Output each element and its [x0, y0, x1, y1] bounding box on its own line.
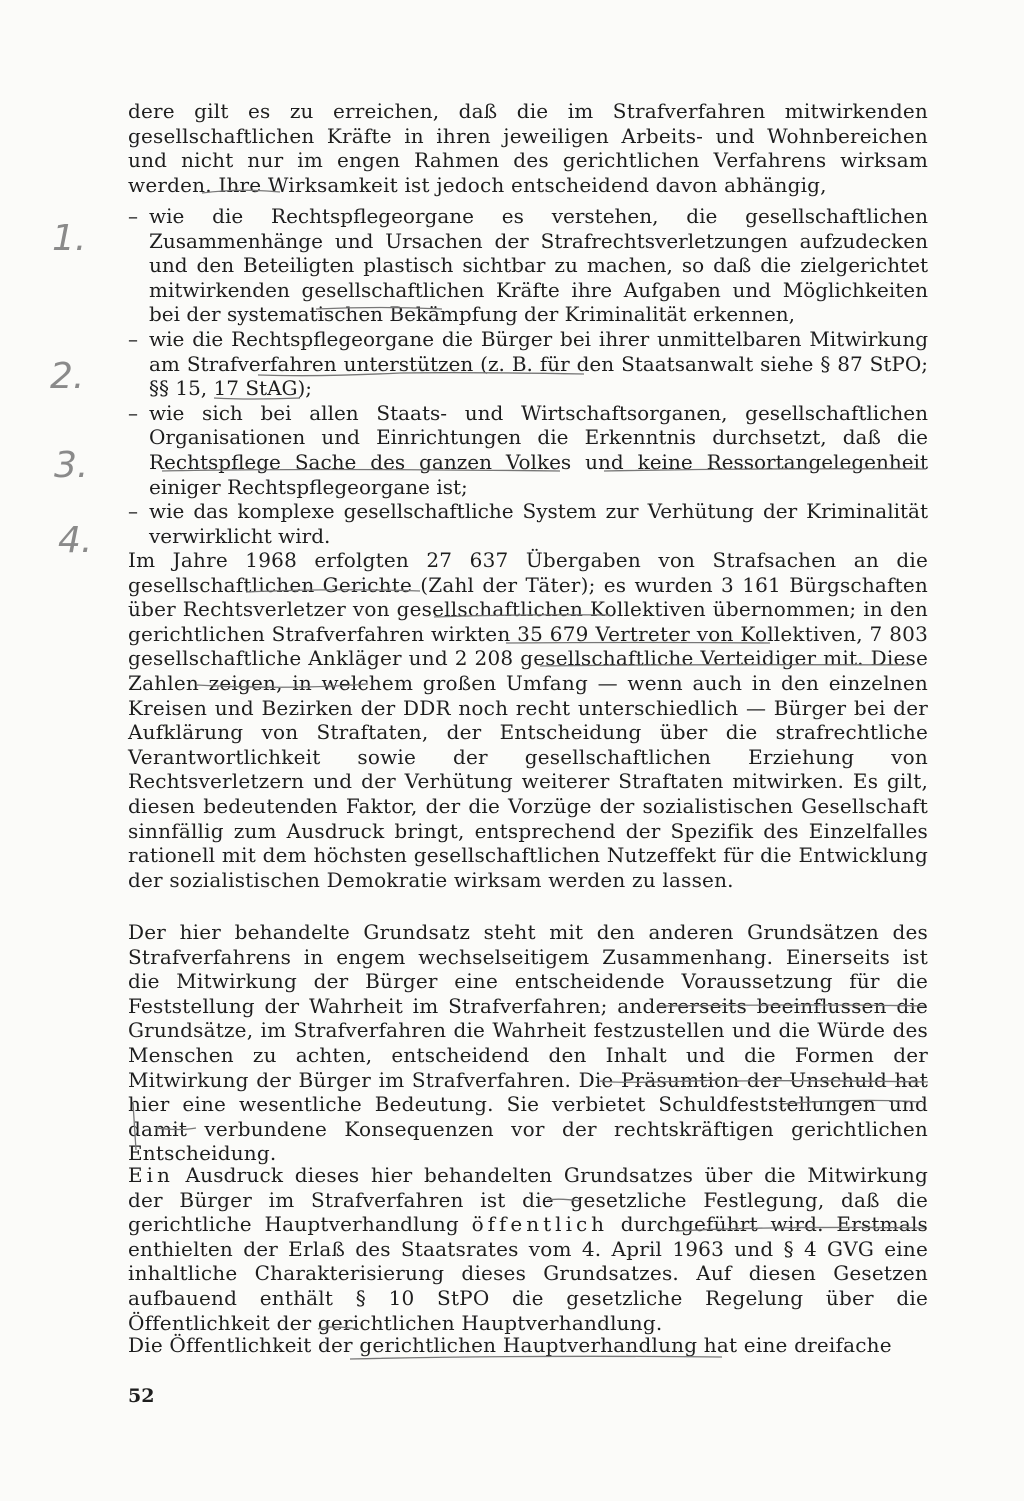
- text-run: durchgeführt wird. Erstmals enthielten der Erlaß des Staatsrates vom 4. April 1963 und § 4 GVG eine inhaltliche Charakterisierung dieses Grundsatzes. Auf diesen Gesetzen aufbauend enthält § 10 StPO die gesetzliche Regelung über die Öffentlichkeit der gerichtlichen Hauptverhandlung.: [128, 1212, 928, 1335]
- list-item: – wie die Rechtspflegeorgane es verstehen, die gesellschaftlichen Zusammenhänge und Ursachen der Strafrechtsverletzungen aufzudecken und den Beteiligten plastisch sichtbar zu machen, so daß die zielgerichtet mitwirkenden gesellschaftlichen Kräfte ihre Aufgaben und Möglichkeiten bei der systematischen Bekämpfung der Kriminalität erkennen,: [128, 204, 928, 327]
- underline-mark: [600, 1080, 720, 1082]
- underline-mark: [316, 308, 442, 310]
- underline-mark: [318, 1327, 358, 1329]
- paragraph-statistics-text: Im Jahre 1968 erfolgten 27 637 Übergaben von Strafsachen an die gesellschaftlichen Gerichte (Zahl der Täter); es wurden 3 161 Bürgschaften über Rechtsverletzer von gesellschaftlichen Kollektiven übernommen; in den gerichtlichen Strafverfahren wirkten 35 679 Vertreter von Kollektiven, 7 803 gesellschaftliche Ankläger und 2 208 gesellschaftliche Verteidiger mit. Diese Zahlen zeigen, in welchem großen Umfang — wenn auch in den einzelnen Kreisen und Bezirken der DDR noch recht unterschiedlich — Bürger bei der Aufklärung von Straftaten, der Entscheidung über die strafrechtliche Verantwortlichkeit sowie der gesellschaftlichen Erziehung von Rechtsverletzern und der Verhütung weiterer Straftaten mitwirken. Es gilt, diesen bedeutenden Faktor, der die Vorzüge der sozialistischen Gesellschaft sinnfällig zum Ausdruck bringt, entsprechend der Spezifik des Einzelfalles rationell mit dem höchsten gesellschaftlichen Nutzeffekt für die Entwicklung der sozialistischen Demokratie wirksam werden zu lassen.: [128, 548, 928, 892]
- paragraph-publicity-start-text: Die Öffentlichkeit der gerichtlichen Hauptverhandlung hat eine dreifache: [128, 1333, 892, 1357]
- underline-mark: [197, 684, 368, 687]
- underline-mark: [156, 1128, 196, 1130]
- underline-mark: [214, 398, 300, 399]
- underline-mark: [434, 615, 610, 617]
- list-item: – wie sich bei allen Staats- und Wirtschaftsorganen, gesellschaftlichen Organisationen und Einrichtungen die Erkenntnis durchsetzt, daß die Rechtspflege Sache des ganzen Volkes und keine Ressortangelegenheit einiger Rechtspflegeorgane ist;: [128, 401, 928, 499]
- page-number: 52: [128, 1385, 155, 1407]
- margin-note: 1.: [52, 218, 87, 259]
- underline-mark: [540, 665, 910, 666]
- underline-mark: [547, 1199, 580, 1201]
- underline-mark: [658, 1005, 925, 1006]
- underline-mark: [246, 590, 420, 592]
- underline-mark: [202, 190, 280, 193]
- margin-note: 3.: [54, 445, 89, 486]
- underline-mark: [735, 1081, 928, 1082]
- paragraph-intro-text: dere gilt es zu erreichen, daß die im Strafverfahren mitwirkenden gesellschaftlichen Kräfte in ihren jeweiligen Arbeits- und Wohnbereichen und nicht nur im engen Rahmen des gerichtlichen Verfahrens wirksam werden. Ihre Wirksamkeit ist jedoch entscheidend davon abhängig,: [128, 99, 928, 197]
- text-run: Ausdruck dieses hier behandelten Grundsatzes über die Mitwirkung der Bürger im Strafverfahren ist die gesetzliche Festlegung, daß die gerichtliche Hauptverhandlung: [128, 1163, 928, 1237]
- underline-mark: [506, 643, 770, 644]
- spaced-word-oeffentlich: öffentlich: [471, 1212, 609, 1237]
- underline-mark: [782, 1100, 920, 1104]
- margin-note: 4.: [58, 520, 93, 561]
- underline-mark: [676, 1227, 925, 1231]
- spaced-word-ein: Ein: [128, 1163, 174, 1187]
- list-item: – wie das komplexe gesellschaftliche System zur Verhütung der Kriminalität verwirklicht wird.: [128, 499, 928, 548]
- list-item: – wie die Rechtspflegeorgane die Bürger bei ihrer unmittelbaren Mitwirkung am Strafverfahren unterstützen (z. B. für den Staatsanwalt siehe § 87 StPO; §§ 15, 17 StAG);: [128, 327, 928, 401]
- underline-mark: [162, 470, 560, 472]
- margin-bar-mark: [133, 1103, 136, 1150]
- underline-mark: [604, 469, 926, 471]
- underline-mark: [350, 1356, 722, 1359]
- paragraph-principle-text: Der hier behandelte Grundsatz steht mit den anderen Grundsätzen des Strafverfahrens in engem wechselseitigem Zusammenhang. Einerseits ist die Mitwirkung der Bürger eine entscheidende Voraussetzung für die Feststellung der Wahrheit im Strafverfahren; andererseits beeinflussen die Grundsätze, im Strafverfahren die Wahrheit festzustellen und die Würde des Menschen zu achten, entscheidend den Inhalt und die Formen der Mitwirkung der Bürger im Strafverfahren. Die Präsumtion der Unschuld hat hier eine wesentliche Bedeutung. Sie verbietet Schuldfeststellungen und damit verbundene Konsequenzen vor der rechtskräftigen gerichtlichen Entscheidung.: [128, 920, 928, 1166]
- underline-mark: [258, 373, 584, 376]
- margin-note: 2.: [50, 356, 85, 397]
